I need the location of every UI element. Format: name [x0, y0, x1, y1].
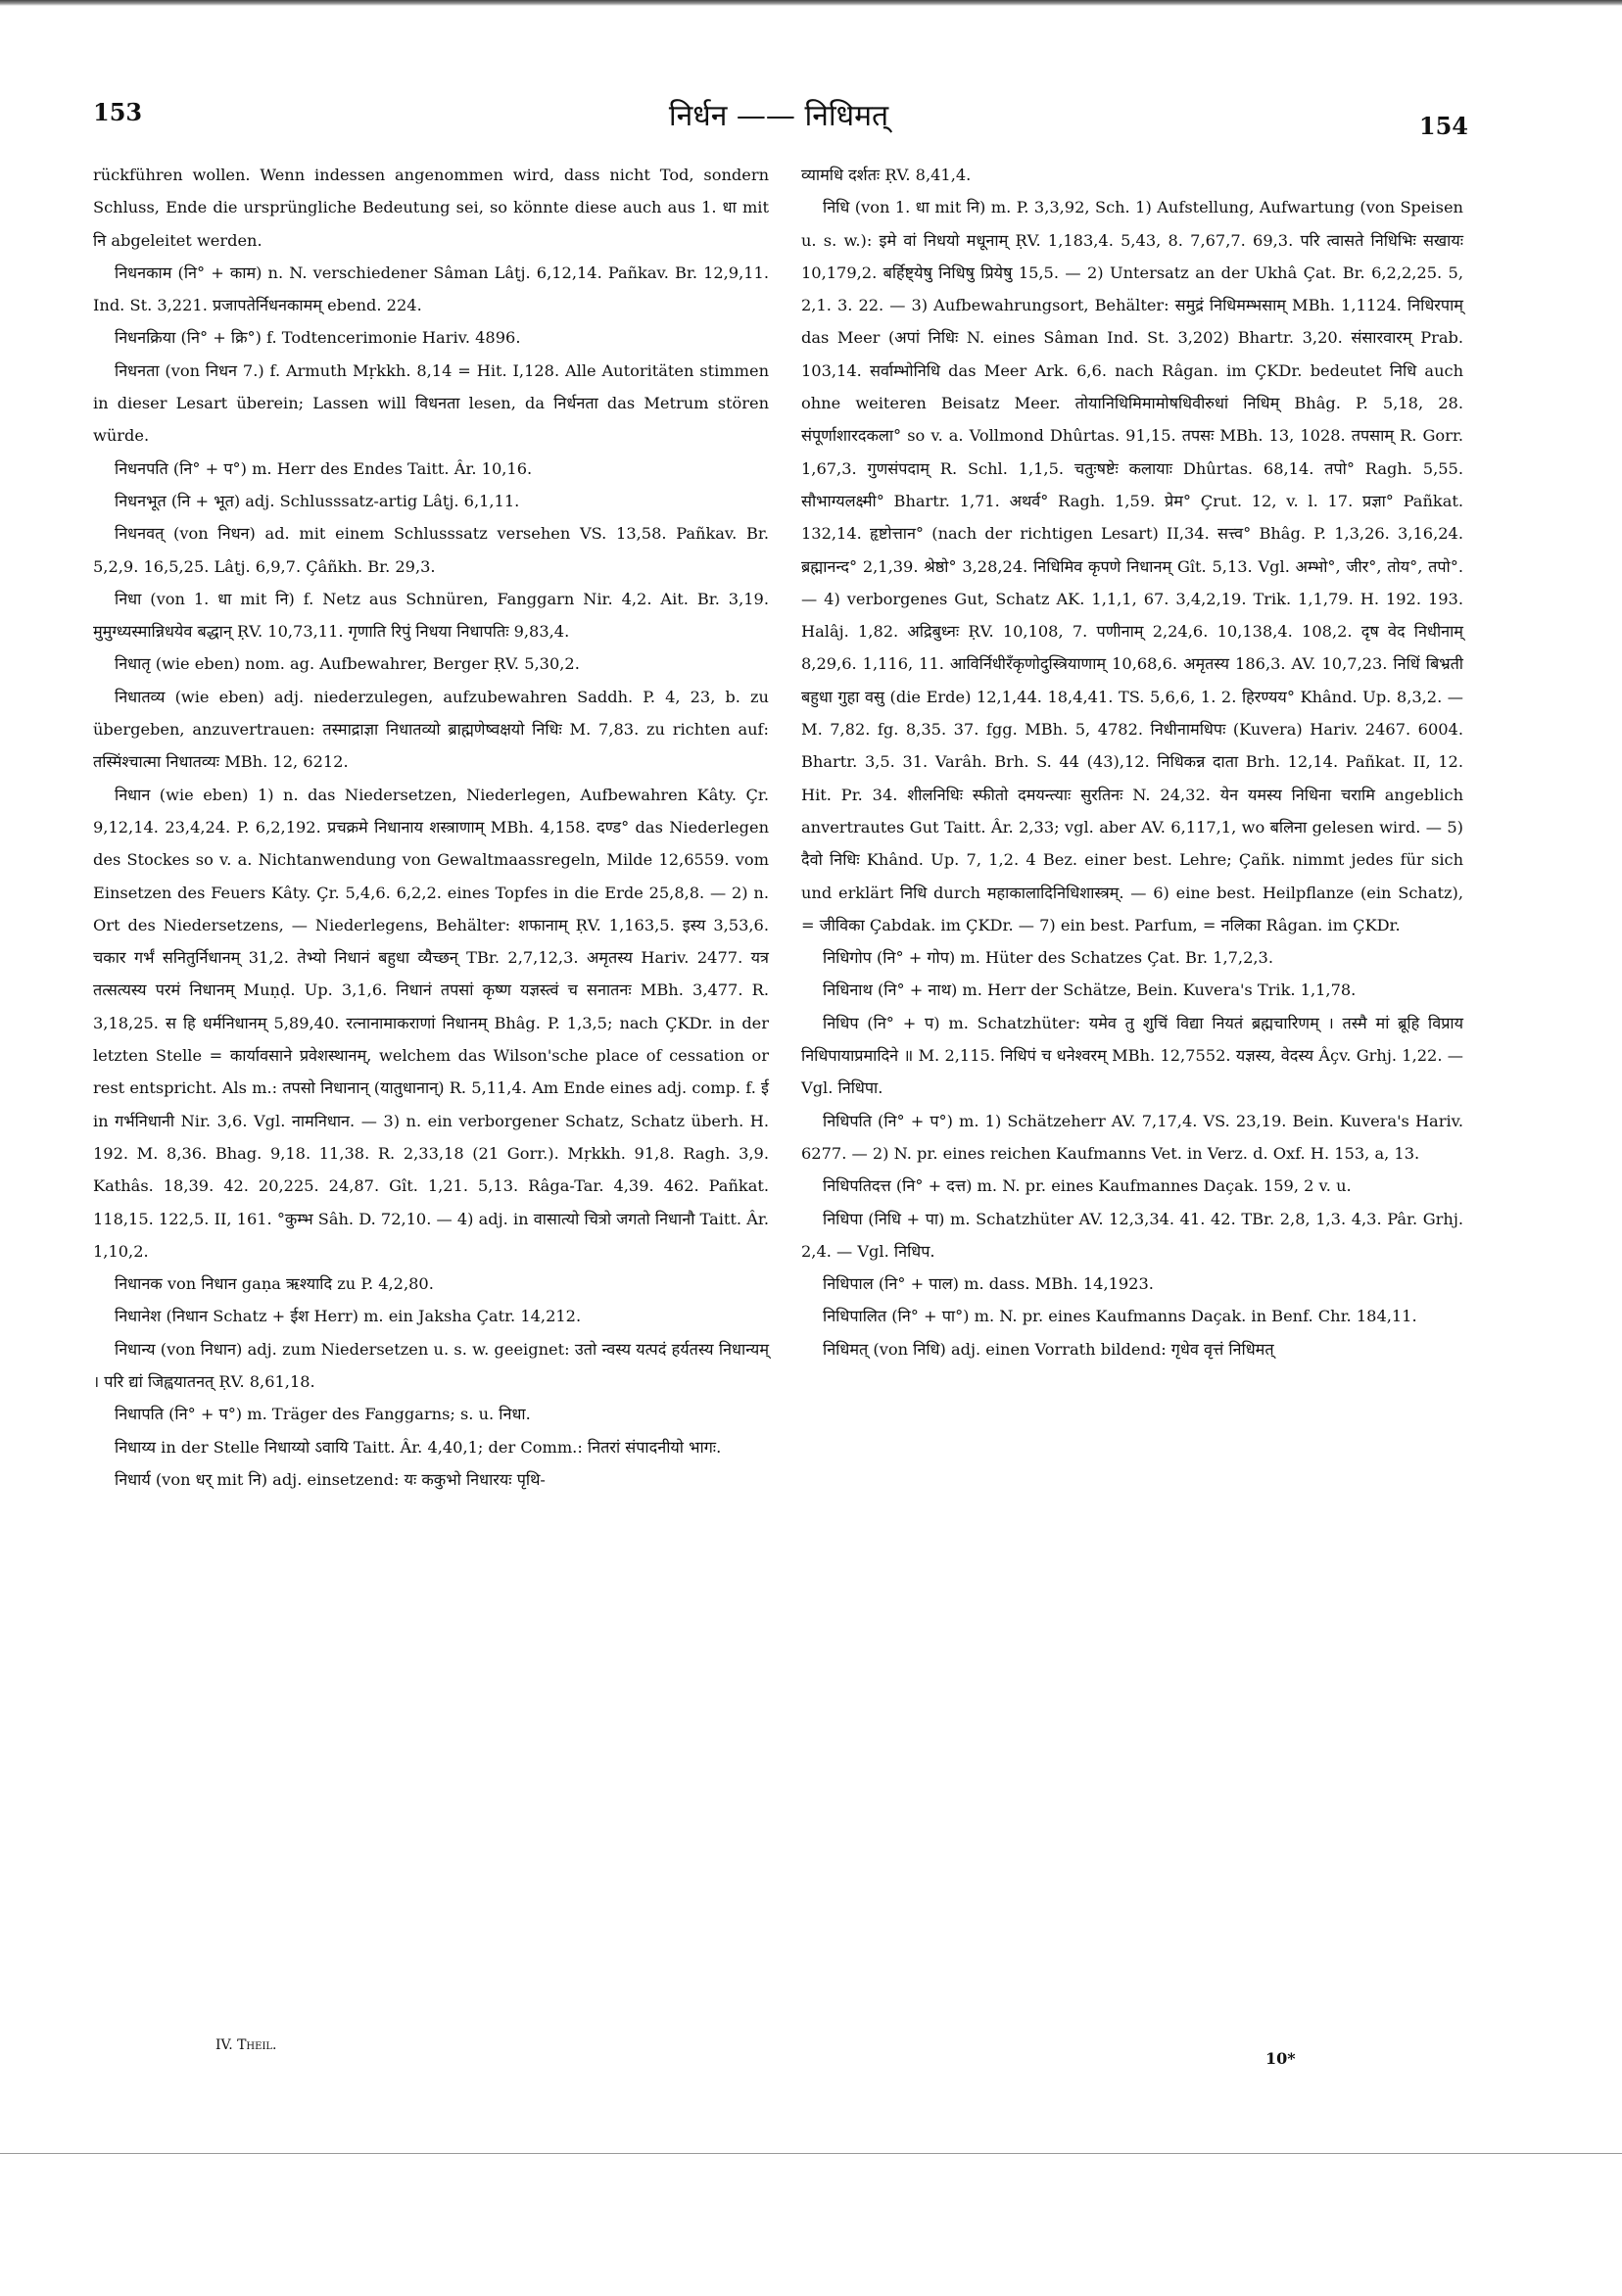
- entry-nidhana: निधान (wie eben) 1) n. das Niedersetzen, Niederlegen, Aufbewahren Kâty. Çr. 9,12,14. 23,4,24. P. 6,2,192. प्रचक्रमे निधानाय शस्त्राणाम् MBh. 4,158. दण्ड° das Niederlegen des Stockes so v. a. Nichtanwendung von Gewaltmaassregeln, Milde 12,6559. vom Einsetzen des Feuers Kâty. Çr. 5,4,6. 6,2,2. eines Topfes in die Erde 25,8,8. — 2) n. Ort des Niedersetzens, — Niederlegens, Behälter: शफानाम् ṚV. 1,163,5. इस्य 3,53,6. चकार गर्भं सनितुर्निधानम् 31,2. तेभ्यो निधानं बहुधा व्यैच्छन् TBr. 2,7,12,3. अमृतस्य Hariv. 2477. यत्र तत्सत्यस्य परमं निधानम् Muṇḍ. Up. 3,1,6. निधानं तपसां कृष्ण यज्ञस्त्वं च सनातनः MBh. 3,477. R. 3,18,25. स हि धर्मनिधानम् 5,89,40. रत्नानामाकराणां निधानम् Bhâg. P. 1,3,5; nach ÇKDr. in der letzten Stelle = कार्यावसाने प्रवेशस्थानम्, welchem das Wilson'sche place of cessation or rest entspricht. Als m.: तपसो निधानान् (यातुधानान्) R. 5,11,4. Am Ende eines adj. comp. f. ई in गर्भनिधानी Nir. 3,6. Vgl. नामनिधान. — 3) n. ein verborgener Schatz, Schatz überh. H. 192. M. 8,36. Bhag. 9,18. 11,38. R. 2,33,18 (21 Gorr.). Mṛkkh. 91,8. Ragh. 3,9. Kathâs. 18,39. 42. 20,225. 24,87. Gît. 1,21. 5,13. Râga-Tar. 4,39. 462. Pañkat. 118,15. 122,5. II, 161. °कुम्भ Sâh. D. 72,10. — 4) adj. in वासात्यो चित्रो जगतो निधानौ Taitt. Âr. 1,10,2.: [93, 785, 769, 1261]
- entry-continuation: व्यामधि दर्शतः ṚV. 8,41,4.: [801, 166, 972, 184]
- running-title: निर्धन —— निधिमत्: [668, 99, 889, 133]
- entry-nidhapati: निधापति (नि° + प°) m. Träger des Fanggarns; s. u. निधा.: [115, 1405, 531, 1424]
- entry-nidhanavat: निधनवत् (von निधन) ad. mit einem Schlusssatz versehen VS. 13,58. Pañkav. Br. 5,2,9. 16,5,25. Lâṭj. 6,9,7. Çâñkh. Br. 29,3.: [93, 524, 769, 576]
- entry-nidhi: निधि (von 1. धा mit नि) m. P. 3,3,92, Sch. 1) Aufstellung, Aufwartung (von Speisen u. s. w.): इमे वां निधयो मधूनाम् ṚV. 1,183,4. 5,43, 8. 7,67,7. 69,3. परि त्वासते निधिभिः सखायः 10,179,2. बर्हिष्ट्येषु निधिषु प्रियेषु 15,5. — 2) Untersatz an der Ukhâ Çat. Br. 6,2,2,25. 5, 2,1. 3. 22. — 3) Aufbewahrungsort, Behälter: समुद्रं निधिमम्भसाम् MBh. 1,1124. निधिरपाम् das Meer (अपां निधिः N. eines Sâman Ind. St. 3,202) Bhartr. 3,20. संसारवारम् Prab. 103,14. सर्वाम्भोनिधि das Meer Ark. 6,6. nach Râgan. im ÇKDr. bedeutet निधि auch ohne weiteren Beisatz Meer. तोयानिधिमिमामोषधिवीरुधां निधिम् Bhâg. P. 5,18, 28. संपूर्णाशारदकला° so v. a. Vollmond Dhûrtas. 91,15. तपसः MBh. 13, 1028. तपसाम् R. Gorr. 1,67,3. गुणसंपदाम् R. Schl. 1,1,5. चतुःषष्टेः कलायाः Dhûrtas. 68,14. तपो° Ragh. 5,55. सौभाग्यलक्ष्मी° Bhartr. 1,71. अथर्व° Ragh. 1,59. प्रेम° Çrut. 12, v. l. 17. प्रज्ञा° Pañkat. 132,14. हृष्टोत्तान° (nach der richtigen Lesart) II,34. सत्त्व° Bhâg. P. 1,3,26. 3,16,24. ब्रह्मानन्द° 2,1,39. श्रेष्ठो° 3,28,24. निधिमिव कृपणे निधानम् Gît. 5,13. Vgl. अम्भो°, जीर°, तोय°, तपो°. — 4) verborgenes Gut, Schatz AK. 1,1,1, 67. 3,4,2,19. Trik. 1,1,79. H. 192. 193. Halâj. 1,82. अद्रिबुध्नः ṚV. 10,108, 7. पणीनाम् 2,24,6. 10,138,4. 108,2. दृष वेद निधीनाम् 8,29,6. 1,116, 11. आविर्निधीरँकृणोदुस्त्रियाणाम् 10,68,6. अमृतस्य 186,3. AV. 10,7,23. निधिं बिभ्रती बहुधा गुहा वसु (die Erde) 12,1,44. 18,4,41. TS. 5,6,6, 1. 2. हिरण्यय° Khând. Up. 8,3,2. — M. 7,82. fg. 8,35. 37. fgg. MBh. 5, 4782. निधीनामधिपः (Kuvera) Hariv. 2467. 6004. Bhartr. 3,5. 31. Varâh. Brh. S. 44 (43),12. निधिकन्न दाता Brh. 12,14. Pañkat. II, 12. Hit. Pr. 34. शीलनिधिः स्फीतो दमयन्त्याः सुरतिनः N. 24,32. येन यमस्य निधिना चरामि angeblich anvertrautes Gut Taitt. Âr. 2,33; vgl. aber AV. 6,117,1, wo बलिना gelesen wird. — 5) दैवो निधिः Khând. Up. 7, 1,2. 4 Bez. einer best. Lehre; Çañk. nimmt jedes für sich und erklärt निधि durch महाकालादिनिधिशास्त्रम्. — 6) eine best. Heilpflanze (ein Schatz), = जीविका Çabdak. im ÇKDr. — 7) ein best. Parfum, = नलिका Râgan. im ÇKDr.: [801, 198, 1463, 934]
- entry-nidhanapati: निधनपति (नि° + प°) m. Herr des Endes Taitt. Âr. 10,16.: [115, 458, 533, 478]
- right-column: [801, 159, 1463, 1365]
- entry-nidhatavya: निधातव्य (wie eben) adj. niederzulegen, aufzubewahren Saddh. P. 4, 23, b. zu übergeben, anzuvertrauen: तस्माद्राज्ञा निधातव्यो ब्राह्मणेष्वक्षयो निधिः M. 7,83. zu richten auf: तस्मिंश्चात्मा निधातव्यः MBh. 12, 6212.: [93, 687, 769, 772]
- entry-nidhipala: निधिपाल (नि° + पाल) m. dass. MBh. 14,1923.: [823, 1274, 1154, 1294]
- entry-nidhipa: निधिप (नि° + प) m. Schatzhüter: यमेव तु शुचिं विद्या नियतं ब्रह्मचारिणम् । तस्मै मां ब्रूहि विप्राय निधिपायाप्रमादिने ॥ M. 2,115. निधिपं च धनेश्वरम् MBh. 12,7552. यज्ञस्य, वेदस्य Âçv. Grhj. 1,22. — Vgl. निधिपा.: [801, 1013, 1463, 1098]
- entry-nidhanaka: निधानक von निधान gaṇa ऋश्यादि zu P. 4,2,80.: [115, 1274, 434, 1294]
- entry-nidharya: निधार्य (von धर् mit नि) adj. einsetzend: यः ककुभो निधारयः पृथि-: [115, 1469, 546, 1489]
- page-number-right: 154: [1418, 112, 1468, 140]
- left-column: [93, 159, 769, 1496]
- entry-nidhimat: निधिमत् (von निधि) adj. einen Vorrath bildend: गृधेव वृत्तं निधिमत्: [823, 1339, 1274, 1359]
- volume-note: IV. Theil.: [215, 2037, 277, 2053]
- entry-nidhigopa: निधिगोप (नि° + गोप) m. Hüter des Schatzes Çat. Br. 1,7,2,3.: [823, 948, 1273, 968]
- entry-nidhanya: निधान्य (von निधान) adj. zum Niedersetzen u. s. w. geeignet: उतो न्वस्य यत्पदं हर्यतस्य निधान्यम् । परि द्यां जिह्वयातनत् ṚV. 8,61,18.: [93, 1339, 769, 1391]
- entry-nidhipalita: निधिपालित (नि° + पा°) m. N. pr. eines Kaufmanns Daçak. in Benf. Chr. 184,11.: [823, 1307, 1417, 1326]
- sheet-signature: 10*: [1265, 2049, 1296, 2068]
- entry-nidhanata: निधनता (von निधन 7.) f. Armuth Mṛkkh. 8,14 = Hit. I,128. Alle Autoritäten stimmen in dieser Lesart überein; Lassen will विधनता lesen, da निर्धनता das Metrum stören würde.: [93, 360, 769, 446]
- entry-nidhayya: निधाय्य in der Stelle निधाय्यो ऽवायि Taitt. Âr. 4,40,1; der Comm.: नितरां संपादनीयो भागः.: [115, 1437, 722, 1457]
- entry-nidhipatidatta: निधिपतिदत्त (नि° + दत्त) m. N. pr. eines Kaufmannes Daçak. 159, 2 v. u.: [823, 1176, 1352, 1196]
- entry-nidhanabhuta: निधनभूत (नि + भूत) adj. Schlusssatz-artig Lâṭj. 6,1,11.: [115, 491, 520, 510]
- scan-top-edge: [0, 0, 1622, 6]
- entry-nidhanakriya: निधनक्रिया (नि° + क्रि°) f. Todtencerimonie Hariv. 4896.: [115, 328, 521, 348]
- entry-nidhanakama: निधनकाम (नि° + काम) n. N. verschiedener Sâman Lâṭj. 6,12,14. Pañkav. Br. 12,9,11. Ind. St. 3,221. प्रजापतेर्निधनकामम् ebend. 224.: [93, 263, 769, 315]
- entry-nidhipati: निधिपति (नि° + प°) m. 1) Schätzeherr AV. 7,17,4. VS. 23,19. Bein. Kuvera's Hariv. 6277. — 2) N. pr. eines reichen Kaufmanns Vet. in Verz. d. Oxf. H. 153, a, 13.: [801, 1111, 1463, 1163]
- page-header: [93, 94, 1468, 140]
- page-number-left: 153: [93, 98, 143, 126]
- entry-nidhinatha: निधिनाथ (नि° + नाथ) m. Herr der Schätze, Bein. Kuvera's Trik. 1,1,78.: [823, 981, 1357, 1000]
- entry-continuation: rückführen wollen. Wenn indessen angenommen wird, dass nicht Tod, sondern Schluss, Ende die ursprüngliche Bedeutung sei, so könnte diese auch aus 1. धा mit नि abgeleitet werden.: [93, 166, 769, 250]
- entry-nidhanesha: निधानेश (निधान Schatz + ईश Herr) m. ein Jaksha Çatr. 14,212.: [115, 1307, 582, 1326]
- scan-bottom-rule: [0, 2153, 1622, 2154]
- entry-nidhatr: निधातृ (wie eben) nom. ag. Aufbewahrer, Berger ṚV. 5,30,2.: [115, 654, 580, 674]
- entry-nidhipa-2: निधिपा (निधि + पा) m. Schatzhüter AV. 12,3,34. 41. 42. TBr. 2,8, 1,3. 4,3. Pâr. Grhj. 2,4. — Vgl. निधिप.: [801, 1209, 1463, 1261]
- entry-nidha: निधा (von 1. धा mit नि) f. Netz aus Schnüren, Fanggarn Nir. 4,2. Ait. Br. 3,19. मुमुग्ध्यस्मान्निधयेव बद्धान् ṚV. 10,73,11. गृणाति रिपुं निधया निधापतिः 9,83,4.: [93, 589, 769, 642]
